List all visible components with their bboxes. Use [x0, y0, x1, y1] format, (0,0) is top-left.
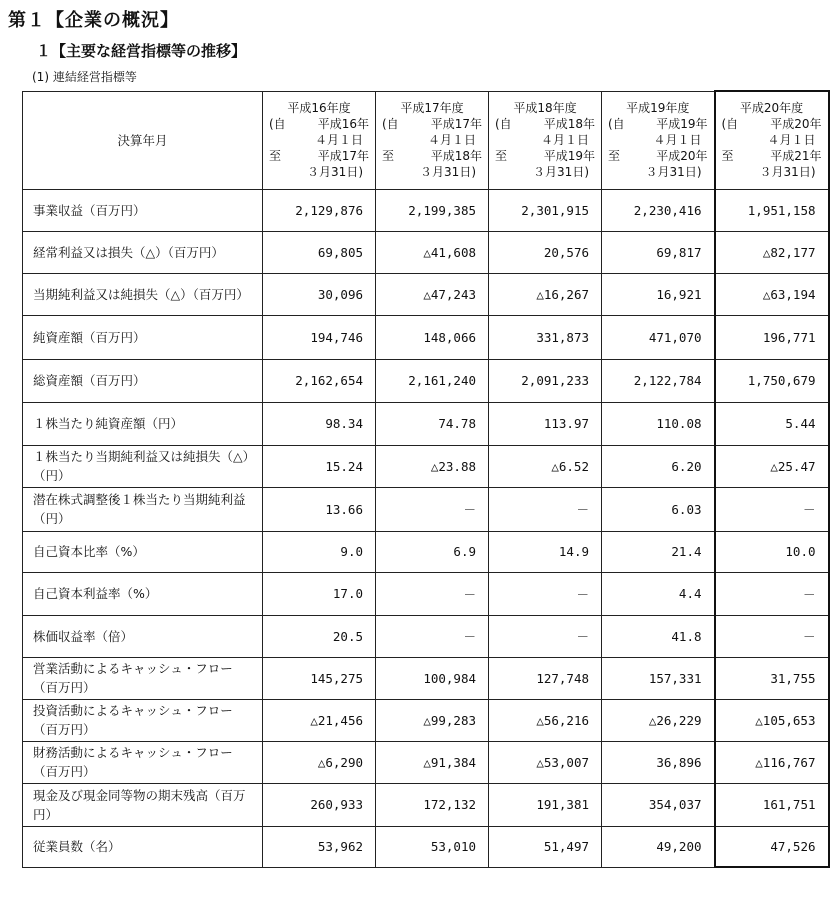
table-cell: 354,037	[602, 783, 715, 826]
table-cell: 6.20	[602, 445, 715, 487]
column-from-label: (自	[608, 117, 625, 131]
column-from-era: 平成20年	[770, 117, 822, 132]
row-label: １株当たり純資産額（円）	[23, 402, 263, 445]
table-cell: 331,873	[489, 315, 602, 359]
table-cell: 9.0	[263, 531, 376, 572]
table-cell: △26,229	[602, 699, 715, 741]
column-from-date: ４月１日	[653, 133, 702, 147]
table-cell: 5.44	[715, 402, 829, 445]
table-cell: 194,746	[263, 315, 376, 359]
table-cell: 191,381	[489, 783, 602, 826]
table-cell: 51,497	[489, 826, 602, 867]
table-cell: 53,962	[263, 826, 376, 867]
column-from-era: 平成19年	[656, 117, 708, 131]
table-cell: △21,456	[263, 699, 376, 741]
table-cell: △53,007	[489, 741, 602, 783]
table-cell: 17.0	[263, 572, 376, 615]
table-cell: －	[715, 615, 829, 657]
table-row	[23, 231, 829, 273]
table-cell: 74.78	[376, 402, 489, 445]
table-cell: △23.88	[376, 445, 489, 487]
table-cell: 30,096	[263, 273, 376, 315]
column-to-date: ３月31日)	[645, 165, 702, 179]
table-cell: －	[376, 615, 489, 657]
row-label: 現金及び現金同等物の期末残高（百万円）	[23, 783, 263, 826]
row-label: 純資産額（百万円）	[23, 315, 263, 359]
table-cell: 41.8	[602, 615, 715, 657]
row-label: 財務活動によるキャッシュ・フロー（百万円）	[23, 741, 263, 783]
table-cell: 6.9	[376, 531, 489, 572]
row-label: 営業活動によるキャッシュ・フロー（百万円）	[23, 657, 263, 699]
table-cell: 98.34	[263, 402, 376, 445]
column-to-era: 平成21年	[770, 149, 822, 164]
table-cell: △63,194	[715, 273, 829, 315]
column-year: 平成17年度	[400, 101, 464, 115]
column-to-date: ３月31日)	[759, 165, 816, 180]
table-cell: －	[489, 572, 602, 615]
table-cell: －	[376, 572, 489, 615]
table-cell: 2,091,233	[489, 359, 602, 402]
table-cell: －	[376, 487, 489, 531]
table-cell: 6.03	[602, 487, 715, 531]
column-header	[489, 91, 602, 189]
column-header	[602, 91, 715, 189]
column-from-label: (自	[721, 117, 739, 132]
table-cell: 100,984	[376, 657, 489, 699]
column-year: 平成18年度	[513, 101, 577, 115]
table-cell: 2,301,915	[489, 189, 602, 231]
column-from-era: 平成17年	[430, 117, 482, 131]
row-label: 自己資本比率（%）	[23, 531, 263, 572]
column-from-label: (自	[382, 117, 399, 131]
table-cell: 2,230,416	[602, 189, 715, 231]
column-year: 平成19年度	[626, 101, 690, 115]
column-from-era: 平成18年	[543, 117, 595, 131]
column-to-label: 至	[495, 149, 508, 163]
table-cell: △6,290	[263, 741, 376, 783]
table-cell: △41,608	[376, 231, 489, 273]
table-row	[23, 531, 829, 572]
table-row	[23, 189, 829, 231]
table-cell: 15.24	[263, 445, 376, 487]
table-cell: 1,951,158	[715, 189, 829, 231]
subsection-heading: １【主要な経営指標等の推移】	[36, 42, 247, 60]
column-year: 平成16年度	[287, 101, 351, 115]
table-row	[23, 699, 829, 741]
table-cell: △82,177	[715, 231, 829, 273]
row-label: 総資産額（百万円）	[23, 359, 263, 402]
table-cell: 2,199,385	[376, 189, 489, 231]
table-cell: 196,771	[715, 315, 829, 359]
table-cell: 69,817	[602, 231, 715, 273]
table-cell: 14.9	[489, 531, 602, 572]
table-row	[23, 826, 829, 867]
table-cell: 172,132	[376, 783, 489, 826]
column-to-date: ３月31日)	[533, 165, 589, 179]
table-cell: 127,748	[489, 657, 602, 699]
column-from-date: ４月１日	[427, 133, 476, 147]
column-from-label: (自	[269, 117, 286, 131]
table-row	[23, 445, 829, 487]
column-from-date: ４月１日	[540, 133, 589, 147]
row-label: 投資活動によるキャッシュ・フロー（百万円）	[23, 699, 263, 741]
column-from-era: 平成16年	[317, 117, 369, 131]
table-cell: △91,384	[376, 741, 489, 783]
table-cell: 31,755	[715, 657, 829, 699]
table-cell: 36,896	[602, 741, 715, 783]
table-cell: 260,933	[263, 783, 376, 826]
table-row	[23, 315, 829, 359]
table-body	[23, 189, 829, 867]
table-cell: 69,805	[263, 231, 376, 273]
financial-indicators-table	[22, 90, 830, 868]
table-cell: △6.52	[489, 445, 602, 487]
column-to-era: 平成18年	[430, 149, 482, 163]
table-row	[23, 487, 829, 531]
table-cell: －	[715, 572, 829, 615]
table-cell: 13.66	[263, 487, 376, 531]
table-cell: △116,767	[715, 741, 829, 783]
column-to-label: 至	[382, 149, 395, 163]
table-row	[23, 402, 829, 445]
table-cell: 145,275	[263, 657, 376, 699]
table-cell: 148,066	[376, 315, 489, 359]
table-cell: 2,161,240	[376, 359, 489, 402]
row-label: 事業収益（百万円）	[23, 189, 263, 231]
table-cell: 2,129,876	[263, 189, 376, 231]
table-cell: 4.4	[602, 572, 715, 615]
corner-label: 決算年月	[23, 91, 263, 189]
table-cell: 47,526	[715, 826, 829, 867]
column-header	[376, 91, 489, 189]
table-cell: △99,283	[376, 699, 489, 741]
column-to-era: 平成20年	[656, 149, 708, 163]
table-row	[23, 657, 829, 699]
table-cell: 2,122,784	[602, 359, 715, 402]
table-row	[23, 783, 829, 826]
row-label: 株価収益率（倍）	[23, 615, 263, 657]
column-to-date: ３月31日)	[307, 165, 363, 179]
column-to-era: 平成19年	[543, 149, 595, 163]
table-cell: 2,162,654	[263, 359, 376, 402]
row-label: 経常利益又は損失（△）（百万円）	[23, 231, 263, 273]
header-row	[23, 91, 829, 189]
table-cell: 20.5	[263, 615, 376, 657]
table-cell: 49,200	[602, 826, 715, 867]
table-cell: 53,010	[376, 826, 489, 867]
column-to-era: 平成17年	[317, 149, 369, 163]
table-cell: 20,576	[489, 231, 602, 273]
table-cell: －	[489, 487, 602, 531]
table-cell: 113.97	[489, 402, 602, 445]
section-heading: 第１【企業の概況】	[8, 10, 179, 31]
table-cell: 157,331	[602, 657, 715, 699]
column-to-label: 至	[721, 149, 734, 164]
table-row	[23, 273, 829, 315]
row-label: １株当たり当期純利益又は純損失（△）（円）	[23, 445, 263, 487]
table-cell: 161,751	[715, 783, 829, 826]
column-year: 平成20年度	[739, 101, 804, 116]
column-to-label: 至	[608, 149, 621, 163]
column-header	[715, 91, 829, 189]
table-cell: △56,216	[489, 699, 602, 741]
table-cell: △25.47	[715, 445, 829, 487]
table-cell: 471,070	[602, 315, 715, 359]
table-cell: －	[715, 487, 829, 531]
table-cell: －	[489, 615, 602, 657]
table-caption: (1) 連結経営指標等	[32, 70, 137, 84]
row-label: 従業員数（名）	[23, 826, 263, 867]
table-row	[23, 572, 829, 615]
table-cell: 21.4	[602, 531, 715, 572]
column-to-label: 至	[269, 149, 282, 163]
row-label: 自己資本利益率（%）	[23, 572, 263, 615]
row-label: 潜在株式調整後１株当たり当期純利益（円）	[23, 487, 263, 531]
column-header	[263, 91, 376, 189]
table-cell: 16,921	[602, 273, 715, 315]
row-label: 当期純利益又は純損失（△）（百万円）	[23, 273, 263, 315]
column-from-date: ４月１日	[767, 133, 816, 148]
table-cell: 110.08	[602, 402, 715, 445]
table-cell: 10.0	[715, 531, 829, 572]
column-to-date: ３月31日)	[420, 165, 476, 179]
column-from-date: ４月１日	[314, 133, 363, 147]
column-from-label: (自	[495, 117, 512, 131]
table-cell: △105,653	[715, 699, 829, 741]
table-row	[23, 359, 829, 402]
table-cell: △16,267	[489, 273, 602, 315]
table-row	[23, 615, 829, 657]
table-cell: △47,243	[376, 273, 489, 315]
table-row	[23, 741, 829, 783]
table-cell: 1,750,679	[715, 359, 829, 402]
